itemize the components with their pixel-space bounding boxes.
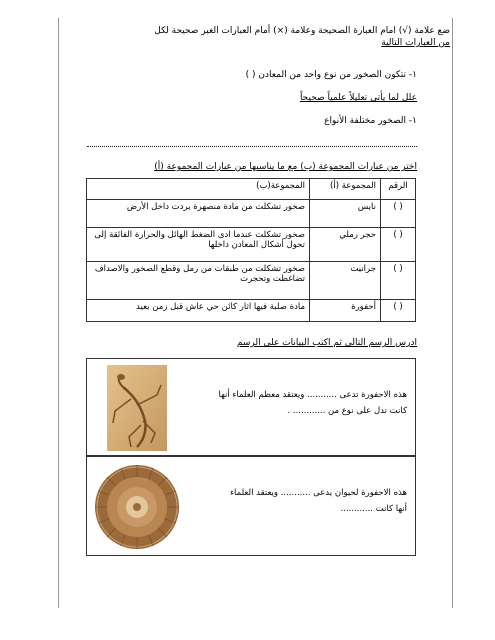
answer-dotted-line[interactable] [87, 146, 417, 147]
header-group-b: المجموعة(ب) [87, 179, 310, 200]
table-row [87, 200, 416, 228]
q1-instruction-line1: ضع علامة (√) امام العبارة الصحيحة وعلامة (×) أمام العبارات الغير صحيحة لكل [154, 26, 450, 36]
fossil-1-line1: هذه الاحفورة تدعى ........... ويعتقد معظم العلماء أنها [218, 390, 407, 400]
q1-statement: ١- تتكون الصخور من نوع واحد من المعادن ( ) [245, 70, 417, 80]
q3-title: اختر من عبارات المجموعة (ب) مع ما يناسبها من عبارات المجموعة (أ) [154, 162, 417, 172]
table-header-row [87, 179, 416, 200]
fossil-1-line2: كانت تدل على نوع من ............ . [287, 406, 407, 417]
table-row [87, 228, 416, 262]
group-a-cell: جرانيت [310, 262, 381, 300]
group-a-cell: حجر رملي [310, 228, 381, 262]
group-a-cell: نايس [310, 200, 381, 228]
q1-instruction-line2: من العبارات التالية [381, 38, 450, 48]
fossil-box-1 [86, 358, 416, 456]
group-a-cell: أحفورة [310, 300, 381, 322]
header-num: الرقم [381, 179, 416, 200]
group-b-cell: صخور تشكلت من طبقات من رمل وقطع الصخور والاصداف تضاغطت وتحجرت [87, 262, 310, 300]
table-row [87, 262, 416, 300]
fossil-2-line1: هذه الاحفورة لحيوان يدعى ........... ويعتقد العلماء [230, 488, 407, 498]
fossil-2-question [230, 485, 407, 517]
q2-statement: ١- الصخور مختلفة الأنواع [324, 116, 417, 126]
fossil-2-line2: أنها كانت ............ [340, 504, 407, 515]
q4-title: ادرس الرسم التالي ثم اكتب البيانات على الرسم [236, 338, 417, 348]
group-b-cell: مادة صلبة فيها اثار كائن حي عاش قبل زمن بعيد [87, 300, 310, 322]
archaeopteryx-fossil-image [93, 365, 181, 451]
right-margin-line [452, 18, 453, 608]
table-row [87, 300, 416, 322]
answer-blank[interactable]: ( ) [381, 228, 416, 262]
q2-title: علل لما يأتي تعليلاً علمياً صحيحاً [299, 93, 417, 103]
matching-table [86, 178, 416, 322]
group-b-cell: صخور تشكلت عندما ادى الضغط الهائل والحرارة الفائقة إلى تحول أشكال المعادن داخلها [87, 228, 310, 262]
left-margin-line [58, 18, 59, 608]
header-group-a: المجموعة (أ) [310, 179, 381, 200]
group-b-cell: صخور تشكلت من مادة منصهرة بردت داخل الأرض [87, 200, 310, 228]
fossil-1-question [218, 387, 407, 419]
fossil-box-2 [86, 456, 416, 556]
answer-blank[interactable]: ( ) [381, 300, 416, 322]
ammonite-fossil-image [93, 463, 181, 551]
answer-blank[interactable]: ( ) [381, 262, 416, 300]
answer-blank[interactable]: ( ) [381, 200, 416, 228]
